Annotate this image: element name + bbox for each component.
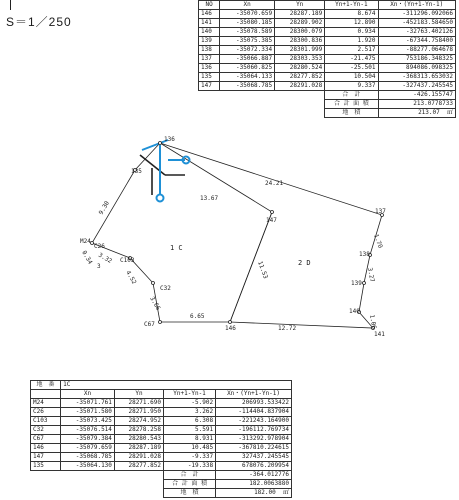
dimension-label: 3.32 — [97, 251, 114, 265]
area-row — [31, 480, 292, 489]
parcel-value: 1C — [61, 381, 292, 390]
point-id-cell: 147 — [31, 453, 61, 462]
dimension-label: 13.67 — [200, 195, 219, 202]
point-label: 139 — [351, 280, 362, 287]
point-marker — [152, 282, 155, 285]
value-cell: 678076.209954 — [216, 462, 292, 471]
value-cell: -35079.659 — [61, 444, 115, 453]
point-id-cell: C103 — [31, 417, 61, 426]
value-cell: 206993.533422 — [216, 399, 292, 408]
col-header: Xn・(Yn+1-Yn-1) — [378, 1, 456, 10]
value-cell: 28274.952 — [114, 417, 163, 426]
value-cell: 894086.098325 — [378, 64, 456, 73]
value-cell: -35064.133 — [220, 73, 275, 82]
table-row — [31, 408, 292, 417]
point-label: M24 — [80, 238, 91, 245]
dimension-label: 1.70 — [372, 233, 384, 250]
value-cell: 327437.245545 — [216, 453, 292, 462]
value-cell: 10.485 — [163, 444, 215, 453]
dimension-label: 3.27 — [366, 267, 376, 283]
value-cell: -35064.130 — [61, 462, 115, 471]
value-cell: 28278.258 — [114, 426, 163, 435]
land-label: 地 積 — [325, 109, 378, 118]
value-cell: 28271.690 — [114, 399, 163, 408]
value-cell: 28291.028 — [275, 82, 325, 91]
value-cell: -35078.589 — [220, 28, 275, 37]
dimension-label: 4.52 — [124, 269, 138, 286]
value-cell: 1.920 — [325, 37, 378, 46]
parcel-label: 2 D — [298, 259, 311, 267]
col-header — [31, 390, 61, 399]
dimension-label: 3.66 — [148, 295, 162, 312]
point-marker — [229, 321, 232, 324]
point-label: 137 — [375, 208, 386, 215]
land-number: 182.00 — [254, 489, 276, 496]
parcel-row — [31, 381, 292, 390]
value-cell: 8.674 — [325, 10, 378, 19]
table-row — [31, 435, 292, 444]
point-id-cell: 135 — [31, 462, 61, 471]
value-cell: 9.337 — [325, 82, 378, 91]
value-cell: -35060.825 — [220, 64, 275, 73]
value-cell: -35068.785 — [220, 82, 275, 91]
value-cell: -5.902 — [163, 399, 215, 408]
value-cell: 28300.836 — [275, 37, 325, 46]
point-marker — [159, 142, 162, 145]
parcel-label: 地 番 — [31, 381, 61, 390]
value-cell: 2.517 — [325, 46, 378, 55]
col-header: Xn — [61, 390, 115, 399]
col-header: Yn+1-Yn-1 — [325, 1, 378, 10]
table-row — [31, 426, 292, 435]
point-label: 135 — [131, 168, 142, 175]
value-cell: -35071.580 — [61, 408, 115, 417]
dimension-label: 24.21 — [265, 180, 284, 187]
point-id-cell: 135 — [199, 73, 220, 82]
value-cell: 12.890 — [325, 19, 378, 28]
land-row — [31, 489, 292, 498]
area-value: 213.0778733 — [378, 100, 456, 109]
value-cell: -67344.758400 — [378, 37, 456, 46]
point-label: 141 — [374, 331, 385, 338]
value-cell: 28289.902 — [275, 19, 325, 28]
point-id-cell: 141 — [199, 19, 220, 28]
value-cell: -311296.092066 — [378, 10, 456, 19]
table-row — [31, 417, 292, 426]
value-cell: -19.338 — [163, 462, 215, 471]
value-cell: -35070.659 — [220, 10, 275, 19]
value-cell: 28277.852 — [275, 73, 325, 82]
value-cell: 28287.189 — [275, 10, 325, 19]
value-cell: 28303.353 — [275, 55, 325, 64]
dimension-label: 1.06 — [368, 314, 378, 330]
point-label: 146 — [225, 325, 236, 332]
point-label: C26 — [94, 243, 105, 250]
value-cell: 0.934 — [325, 28, 378, 37]
value-cell: -9.337 — [163, 453, 215, 462]
value-cell: -452183.584650 — [378, 19, 456, 28]
point-label: C32 — [160, 285, 171, 292]
boundary-2d — [160, 143, 382, 328]
table-row — [31, 453, 292, 462]
value-cell: 28291.028 — [114, 453, 163, 462]
value-cell: -25.501 — [325, 64, 378, 73]
value-cell: 28280.524 — [275, 64, 325, 73]
point-id-cell: M24 — [31, 399, 61, 408]
sum-value: -364.012776 — [216, 471, 292, 480]
point-id-cell: 137 — [199, 55, 220, 64]
value-cell: 28277.852 — [114, 462, 163, 471]
value-cell: -313292.978904 — [216, 435, 292, 444]
dimension-label: 3 — [97, 263, 101, 270]
unit-label: ㎡ — [446, 109, 453, 116]
col-header: Xn・(Yn+1-Yn-1) — [216, 390, 292, 399]
value-cell: 753186.348325 — [378, 55, 456, 64]
value-cell: -327437.245545 — [378, 82, 456, 91]
point-label: 136 — [164, 136, 175, 143]
point-id-cell: C67 — [31, 435, 61, 444]
dimension-label: 12.72 — [278, 325, 297, 332]
value-cell: -367810.224615 — [216, 444, 292, 453]
col-header: NO — [199, 1, 220, 10]
land-label: 地 積 — [163, 489, 215, 498]
value-cell: -196112.769734 — [216, 426, 292, 435]
point-id-cell: 136 — [199, 64, 220, 73]
col-header: Yn+1-Yn-1 — [163, 390, 215, 399]
value-cell: -35066.887 — [220, 55, 275, 64]
point-id-cell: C26 — [31, 408, 61, 417]
point-label: C103 — [120, 257, 135, 264]
value-cell: 28300.079 — [275, 28, 325, 37]
value-cell: 8.931 — [163, 435, 215, 444]
value-cell: -35072.334 — [220, 46, 275, 55]
sum-row — [31, 471, 292, 480]
value-cell: -35079.384 — [61, 435, 115, 444]
point-id-cell: 140 — [199, 28, 220, 37]
dimension-label: 9.30 — [97, 199, 111, 216]
point-id-cell: 147 — [199, 82, 220, 91]
table-body — [31, 399, 292, 471]
dimension-label: 0.34 — [80, 249, 94, 266]
point-id-cell: 146 — [31, 444, 61, 453]
point-label: 147 — [266, 217, 277, 224]
area-label: 合 計 面 積 — [163, 480, 215, 489]
value-cell: 28287.189 — [114, 444, 163, 453]
sum-label: 合 計 — [163, 471, 215, 480]
value-cell: -368313.653032 — [378, 73, 456, 82]
point-id-cell: 139 — [199, 37, 220, 46]
point-id-cell: C32 — [31, 426, 61, 435]
sum-value: -426.155747 — [378, 91, 456, 100]
value-cell: 28301.999 — [275, 46, 325, 55]
coordinate-table-bottom — [30, 380, 292, 498]
boundary-1c — [92, 143, 272, 322]
col-header: Xn — [220, 1, 275, 10]
value-cell: -35073.425 — [61, 417, 115, 426]
point-marker — [363, 282, 366, 285]
land-value — [216, 489, 292, 498]
value-cell: 5.591 — [163, 426, 215, 435]
dimension-label: 6.65 — [190, 313, 205, 320]
dimension-label: 11.53 — [256, 260, 269, 280]
table-row — [31, 399, 292, 408]
value-cell: 28280.543 — [114, 435, 163, 444]
value-cell: -35068.785 — [61, 453, 115, 462]
land-number: 213.07 — [418, 109, 440, 116]
col-header: Yn — [275, 1, 325, 10]
value-cell: -32763.402126 — [378, 28, 456, 37]
unit-label: ㎡ — [282, 489, 289, 496]
point-id-cell: 138 — [199, 46, 220, 55]
value-cell: -88277.064678 — [378, 46, 456, 55]
blue-marker-dot — [157, 195, 164, 202]
value-cell: 28271.950 — [114, 408, 163, 417]
value-cell: 3.262 — [163, 408, 215, 417]
value-cell: -21.475 — [325, 55, 378, 64]
value-cell: -35075.385 — [220, 37, 275, 46]
value-cell: -114404.837904 — [216, 408, 292, 417]
area-label: 合 計 面 積 — [325, 100, 378, 109]
parcel-label: 1 C — [170, 244, 183, 252]
point-marker — [159, 321, 162, 324]
point-label: 140 — [349, 308, 360, 315]
value-cell: -35076.514 — [61, 426, 115, 435]
point-label: 138 — [359, 251, 370, 258]
value-cell: 10.504 — [325, 73, 378, 82]
area-value: 182.0063880 — [216, 480, 292, 489]
value-cell: -35080.185 — [220, 19, 275, 28]
value-cell: -221243.164900 — [216, 417, 292, 426]
point-id-cell: 146 — [199, 10, 220, 19]
point-label: C67 — [144, 321, 155, 328]
value-cell: -35071.761 — [61, 399, 115, 408]
col-header: Yn — [114, 390, 163, 399]
point-marker — [271, 211, 274, 214]
table-row — [31, 462, 292, 471]
table-row — [31, 444, 292, 453]
table-header-row — [31, 390, 292, 399]
value-cell: 6.308 — [163, 417, 215, 426]
scale-label: S＝1／250 — [6, 15, 72, 29]
sum-label: 合 計 — [325, 91, 378, 100]
